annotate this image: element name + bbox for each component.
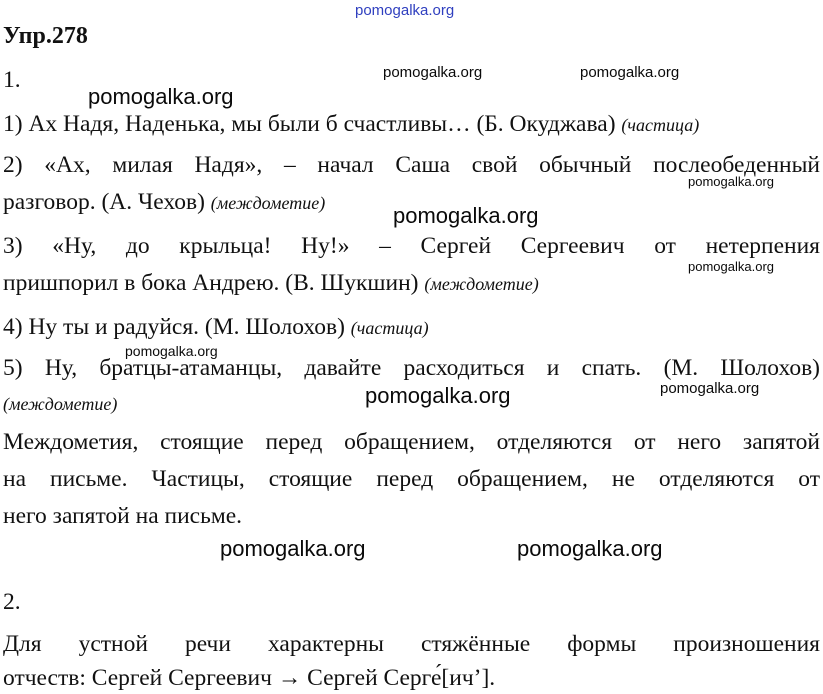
exercise-title: Упр.278 [3, 23, 88, 49]
item-5-line1: 5) Ну, братцы-атаманцы, давайте расходиться и спать. (М. Шолохов) [3, 355, 820, 381]
item-2-note: (междометие) [210, 193, 326, 213]
item-4 [3, 313, 820, 342]
part2-line2: отчеств: Сергей Сергеевич → Сергей Серге́[ич’]. [3, 665, 496, 691]
item-4-text: 4) Ну ты и радуйся. (М. Шолохов) [3, 314, 345, 340]
watermark: pomogalka.org [517, 536, 663, 561]
watermark: pomogalka.org [660, 380, 760, 397]
item-1-note: (частица) [621, 115, 700, 135]
part2-line1: Для устной речи характерны стяжённые формы произношения [3, 631, 820, 657]
item-3-note: (междометие) [424, 274, 539, 294]
item-5-line2 [3, 389, 820, 418]
item-3-text: пришпорил в бока Андрею. (В. Шукшин) [3, 270, 419, 296]
conclusion-line3: него запятой на письме. [3, 503, 242, 529]
watermark: pomogalka.org [580, 64, 680, 81]
watermark: pomogalka.org [383, 64, 483, 81]
watermark: pomogalka.org [688, 174, 774, 189]
part2-number: 2. [3, 589, 21, 615]
part1-number: 1. [3, 67, 21, 93]
item-2-line1: 2) «Ах, милая Надя», – начал Саша свой обычный послеобеденный [3, 152, 820, 178]
watermark: pomogalka.org [688, 259, 774, 274]
item-2-line2 [3, 188, 820, 217]
item-3-line2 [3, 269, 820, 298]
conclusion-line1: Междометия, стоящие перед обращением, отделяются от него запятой [3, 429, 820, 455]
watermark-top: pomogalka.org [355, 2, 455, 19]
watermark: pomogalka.org [125, 343, 218, 359]
watermark: pomogalka.org [88, 84, 234, 109]
watermark: pomogalka.org [393, 203, 539, 228]
conclusion-line2: на письме. Частицы, стоящие перед обращением, не отделяются от [3, 466, 820, 492]
item-5-note: (междометие) [3, 394, 118, 414]
item-2-text: разговор. (А. Чехов) [3, 189, 205, 215]
item-4-note: (частица) [350, 318, 429, 338]
item-1 [3, 110, 820, 139]
watermark: pomogalka.org [220, 536, 366, 561]
item-3-line1: 3) «Ну, до крыльца! Ну!» – Сергей Сергеевич от нетерпения [3, 233, 820, 259]
item-1-text: 1) Ах Надя, Наденька, мы были б счастливы… (Б. Окуджава) [3, 111, 616, 137]
watermark: pomogalka.org [365, 383, 511, 408]
